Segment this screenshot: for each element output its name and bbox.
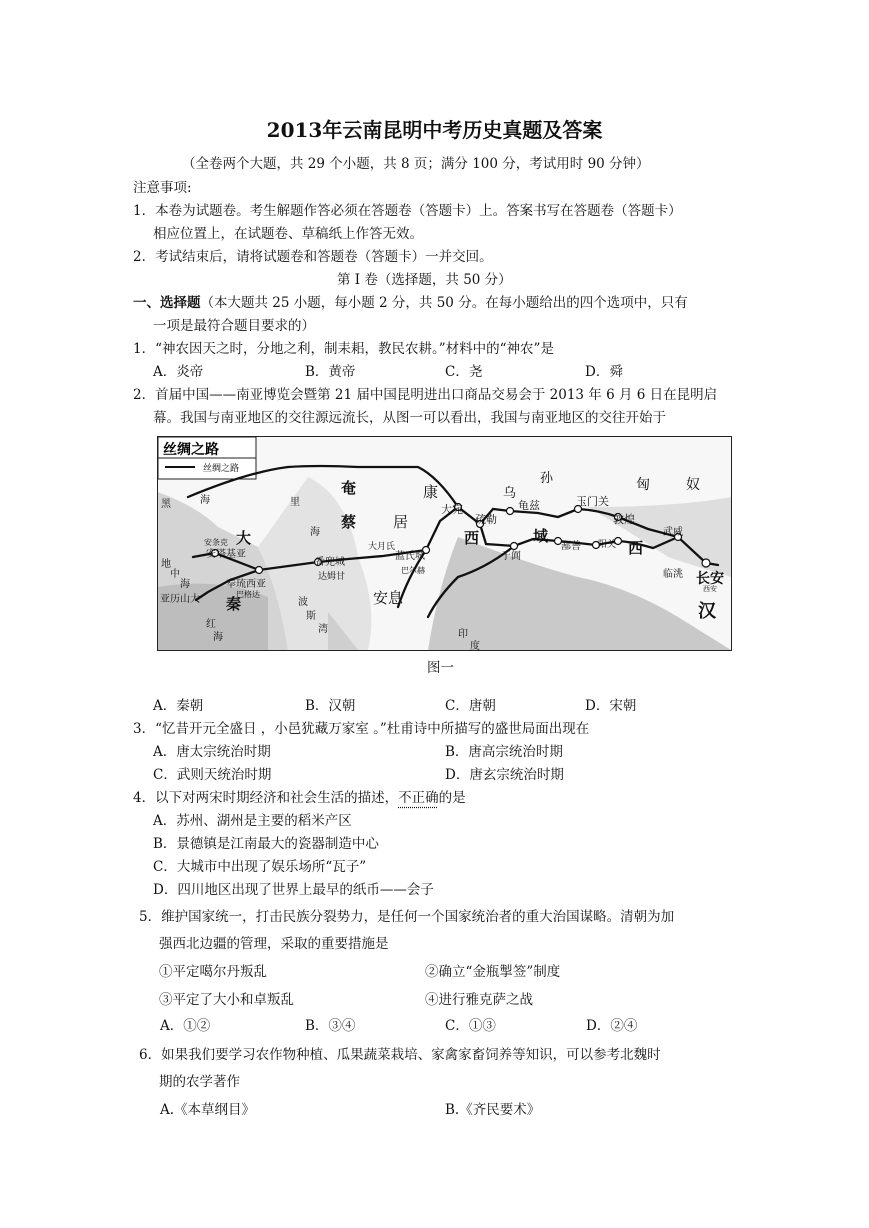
svg-text:蓝氏城: 蓝氏城 (395, 551, 425, 562)
svg-text:玉门关: 玉门关 (576, 495, 609, 508)
q1-option-c: C．尧 (445, 364, 483, 380)
svg-text:武威: 武威 (663, 527, 683, 538)
svg-text:安塔基亚: 安塔基亚 (206, 549, 246, 560)
q6-stem-cont: 期的农学著作 (159, 1074, 240, 1090)
q4-emphasis: 不正确 (398, 790, 439, 806)
notes-item-1: 1．本卷为试题卷。考生解题作答必须在答题卷（答题卡）上。答案书写在答题卷（答题卡） (133, 203, 682, 219)
q5-stem: 5．维护国家统一，打击民族分裂势力，是任何一个国家统治者的重大治国谋略。清朝为加 (139, 909, 675, 925)
q5-item-2: ②确立“金瓶掣签”制度 (425, 964, 561, 980)
page-title: 2013年云南昆明中考历史真题及答案 (266, 118, 603, 142)
svg-text:番兜城: 番兜城 (315, 557, 345, 568)
svg-text:海: 海 (180, 579, 190, 590)
q5-option-c: C．①③ (445, 1018, 496, 1034)
svg-text:巴格达: 巴格达 (236, 590, 260, 599)
svg-text:西: 西 (628, 539, 644, 557)
svg-text:匈: 匈 (636, 477, 650, 493)
svg-text:巴尔赫: 巴尔赫 (401, 566, 425, 575)
map-legend-label: 丝绸之路 (203, 464, 240, 474)
svg-text:海: 海 (213, 632, 223, 643)
section-desc: （本大题共 25 小题，每小题 2 分，共 50 分。在每小题给出的四个选项中，只有 (200, 295, 688, 311)
svg-text:湾: 湾 (318, 624, 328, 635)
svg-text:西安: 西安 (703, 585, 717, 593)
q1-option-a: A．炎帝 (153, 364, 204, 380)
q5-item-4: ④进行雅克萨之战 (425, 992, 533, 1008)
svg-text:地: 地 (161, 559, 171, 570)
svg-text:龟兹: 龟兹 (518, 499, 540, 512)
q3-option-d: D．唐玄宗统治时期 (445, 767, 564, 783)
notes-item-2: 2．考试结束后，请将试题卷和答题卷（答题卡）一并交回。 (133, 249, 493, 265)
q1-option-d: D．舜 (585, 364, 623, 380)
svg-text:印: 印 (458, 629, 468, 640)
q2-option-a: A．秦朝 (153, 698, 204, 714)
q3-option-a: A．唐太宗统治时期 (153, 744, 271, 760)
map-title: 丝绸之路 (163, 442, 219, 458)
notes-item-1-cont: 相应位置上，在试题卷、草稿纸上作答无效。 (153, 226, 423, 242)
q5-option-b: B．③④ (305, 1018, 356, 1034)
svg-text:西: 西 (464, 529, 480, 547)
notes-heading: 注意事项: (133, 180, 192, 196)
silk-road-map (157, 436, 732, 651)
q2-stem-cont: 幕。我国与南亚地区的交往源远流长，从图一可以看出，我国与南亚地区的交往开始于 (153, 410, 666, 426)
svg-text:大宛: 大宛 (441, 503, 463, 516)
q6-stem: 6．如果我们要学习农作物种植、瓜果蔬菜栽培、家禽家畜饲养等知识，可以参考北魏时 (139, 1047, 661, 1063)
map-graphic (158, 437, 731, 650)
q2-option-c: C．唐朝 (445, 698, 496, 714)
svg-text:达姆甘: 达姆甘 (318, 572, 346, 582)
q5-option-a: A．①② (160, 1018, 211, 1034)
q3-stem: 3．“忆昔开元全盛日 ，小邑犹藏万家室 。”杜甫诗中所描写的盛世局面出现在 (133, 721, 590, 737)
svg-text:红: 红 (206, 619, 216, 630)
svg-text:鄯善: 鄯善 (561, 541, 581, 552)
q1-option-b: B．黄帝 (305, 364, 356, 380)
svg-text:域: 域 (533, 527, 549, 545)
svg-text:中: 中 (170, 569, 180, 580)
svg-text:安条克: 安条克 (204, 538, 228, 547)
q4-option-c: C．大城市中出现了娱乐场所“瓦子” (153, 859, 367, 875)
exam-info: （全卷两个大题，共 29 个小题，共 8 页；满分 100 分，考试用时 90 分钟） (182, 156, 650, 172)
figure-caption: 图一 (427, 660, 454, 676)
q3-option-b: B．唐高宗统治时期 (445, 744, 563, 760)
q3-option-c: C．武则天统治时期 (153, 767, 272, 783)
svg-text:秦: 秦 (226, 595, 242, 613)
q4-option-a: A．苏州、湖州是主要的稻米产区 (153, 813, 352, 829)
q4-option-d: D．四川地区出现了世界上最早的纸币——会子 (153, 882, 434, 898)
svg-text:敦煌: 敦煌 (613, 513, 635, 526)
svg-text:居: 居 (393, 513, 409, 531)
svg-text:里: 里 (290, 497, 300, 508)
svg-text:乌: 乌 (503, 486, 517, 501)
q2-option-b: B．汉朝 (305, 698, 356, 714)
svg-text:康: 康 (423, 483, 439, 501)
q6-option-a: A.《本草纲目》 (160, 1102, 256, 1118)
svg-text:汉: 汉 (698, 601, 716, 622)
svg-text:亚历山大: 亚历山大 (160, 594, 200, 605)
q5-stem-cont: 强西北边疆的管理，采取的重要措施是 (159, 936, 389, 952)
section-label: 一、选择题 (133, 295, 201, 311)
svg-text:斯: 斯 (306, 611, 316, 622)
svg-text:度: 度 (470, 641, 480, 650)
svg-text:波: 波 (298, 597, 308, 608)
section-heading (133, 291, 688, 311)
svg-text:疏勒: 疏勒 (475, 513, 497, 526)
svg-text:奄: 奄 (341, 479, 357, 497)
svg-text:奉琉西亚: 奉琉西亚 (226, 579, 266, 590)
q5-option-d: D．②④ (586, 1018, 638, 1034)
q4-option-b: B．景德镇是江南最大的瓷器制造中心 (153, 836, 379, 852)
svg-text:黑: 黑 (161, 499, 171, 510)
svg-text:奴: 奴 (686, 477, 700, 493)
svg-text:长安: 长安 (696, 571, 724, 587)
svg-text:海: 海 (200, 495, 210, 506)
svg-text:安息: 安息 (373, 589, 404, 607)
section-desc-cont: 一项是最符合题目要求的） (153, 318, 315, 334)
q4-stem-suffix: 的是 (438, 790, 466, 806)
svg-text:蔡: 蔡 (341, 513, 357, 531)
svg-text:海: 海 (310, 527, 320, 538)
q4-stem (133, 786, 466, 806)
svg-text:阳关: 阳关 (598, 540, 617, 550)
q1-stem: 1．“神农因天之时，分地之利，制耒耜，教民农耕。”材料中的“神农”是 (133, 341, 554, 357)
svg-text:孙: 孙 (540, 471, 554, 486)
q6-option-b: B.《齐民要术》 (445, 1102, 541, 1118)
svg-text:于阗: 于阗 (501, 551, 521, 562)
svg-text:临洮: 临洮 (663, 569, 683, 580)
part-heading: 第 I 卷（选择题，共 50 分） (337, 272, 512, 288)
svg-text:大月氏: 大月氏 (368, 542, 396, 552)
q5-item-3: ③平定了大小和卓叛乱 (159, 992, 294, 1008)
q5-item-1: ①平定噶尔丹叛乱 (159, 964, 267, 980)
q4-stem-prefix: 4．以下对两宋时期经济和社会生活的描述， (133, 790, 399, 806)
q2-stem: 2．首届中国——南亚博览会暨第 21 届中国昆明进出口商品交易会于 2013 年 6 月 6 日在昆明启 (133, 387, 718, 403)
svg-text:大: 大 (236, 529, 252, 547)
q2-option-d: D．宋朝 (585, 698, 637, 714)
